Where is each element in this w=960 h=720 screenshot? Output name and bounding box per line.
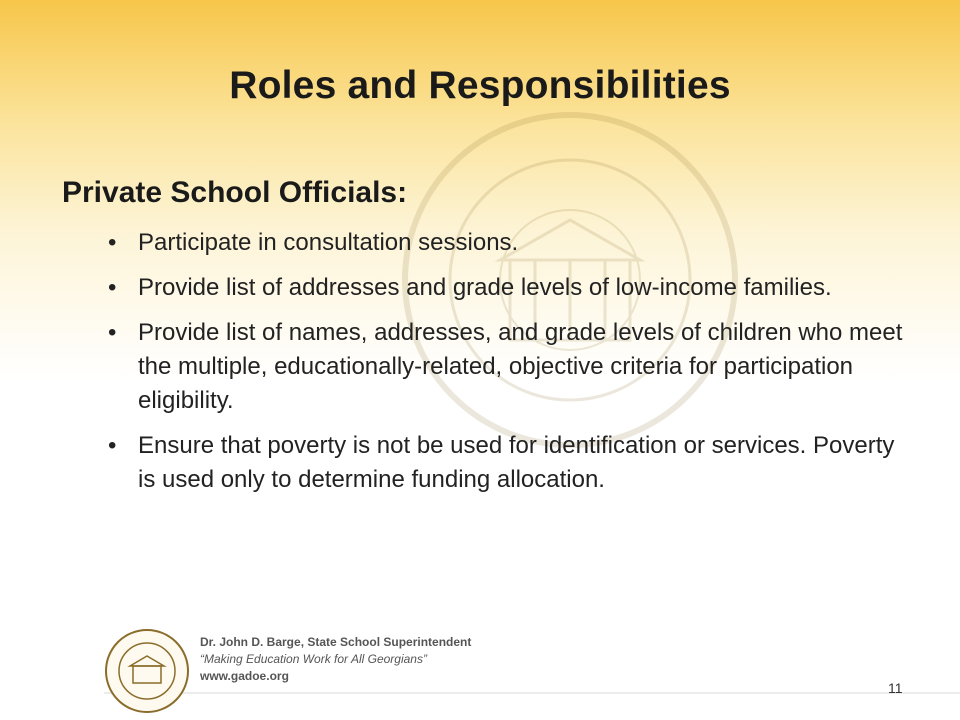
bullet-dot: • bbox=[108, 274, 117, 301]
superintendent-name: Dr. John D. Barge, State School Superintendent bbox=[200, 635, 472, 649]
bullet-text: Participate in consultation sessions. bbox=[138, 229, 519, 256]
footer-slogan: “Making Education Work for All Georgians” bbox=[200, 652, 427, 666]
bullet-text: Provide list of names, addresses, and grade levels of children who meet the multiple, educationally-related, objective criteria for participation eligibility. bbox=[138, 319, 903, 414]
bullet-item bbox=[108, 226, 908, 260]
slide-title: Roles and Responsibilities bbox=[229, 64, 731, 107]
bullet-list bbox=[108, 226, 908, 508]
bullet-item bbox=[108, 429, 908, 497]
bullet-dot: • bbox=[108, 229, 117, 256]
seal-logo-icon bbox=[104, 628, 190, 714]
bullet-dot: • bbox=[108, 319, 117, 346]
footer-text bbox=[200, 634, 471, 685]
bullet-text: Ensure that poverty is not be used for identification or services. Poverty is used only to determine funding allocation. bbox=[138, 432, 895, 493]
page-number: 11 bbox=[888, 680, 903, 696]
bullet-item bbox=[108, 316, 908, 418]
bullet-item bbox=[108, 271, 908, 305]
section-heading: Private School Officials: bbox=[62, 176, 408, 209]
footer-divider bbox=[104, 692, 960, 694]
footer-website-link[interactable]: www.gadoe.org bbox=[200, 669, 289, 683]
bullet-dot: • bbox=[108, 432, 117, 459]
bullet-text: Provide list of addresses and grade levels of low-income families. bbox=[138, 274, 832, 301]
